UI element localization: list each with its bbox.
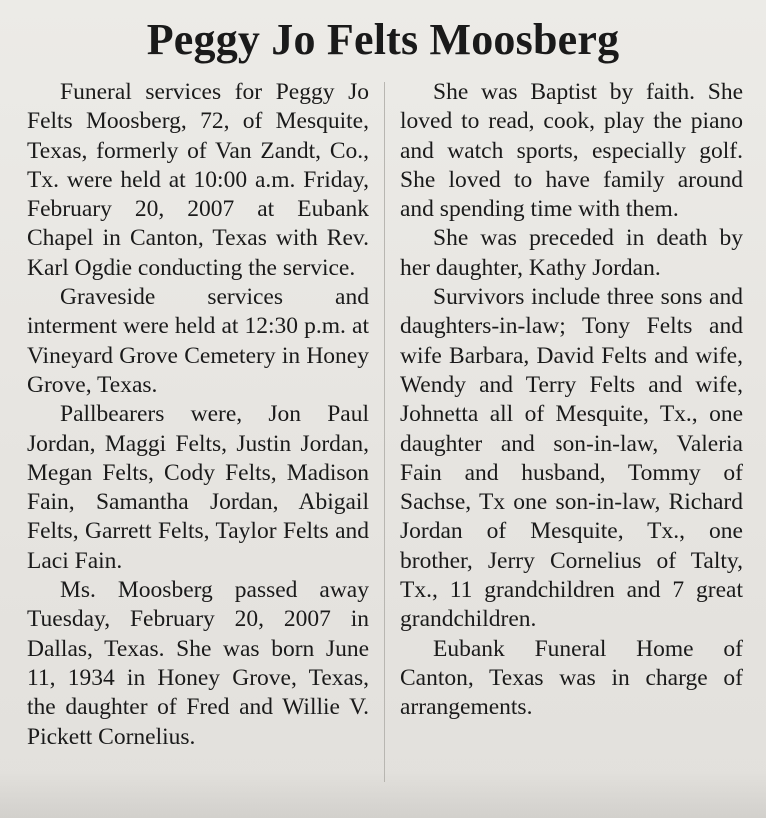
- column-divider: [384, 82, 385, 782]
- paragraph-graveside-services: Graveside services and interment were held at 12:30 p.m. at Vineyard Grove Cemetery in Honey Grove, Texas.: [27, 284, 369, 398]
- paper-edge-shadow: [0, 770, 766, 818]
- paragraph-preceded-in-death: She was preceded in death by her daughter, Kathy Jordan.: [400, 225, 743, 281]
- left-column: [27, 78, 369, 752]
- paragraph-faith-and-interests: She was Baptist by faith. She loved to read, cook, play the piano and watch sports, especially golf. She loved to have family around and spending time with them.: [400, 79, 743, 223]
- paragraph-passing-and-birth: Ms. Moosberg passed away Tuesday, February 20, 2007 in Dallas, Texas. She was born June 11, 1934 in Honey Grove, Texas, the daughter of Fred and Willie V. Pickett Cornelius.: [27, 577, 369, 750]
- paragraph-arrangements: Eubank Funeral Home of Canton, Texas was in charge of arrangements.: [400, 635, 743, 721]
- headline: Peggy Jo Felts Moosberg: [146, 15, 620, 64]
- paragraph-pallbearers: Pallbearers were, Jon Paul Jordan, Maggi Felts, Justin Jordan, Megan Felts, Cody Felts, Madison Fain, Samantha Jordan, Abigail Felts, Garrett Felts, Taylor Felts and Laci Fain.: [27, 401, 369, 574]
- right-column: [400, 78, 743, 723]
- paragraph-survivors: Survivors include three sons and daughters-in-law; Tony Felts and wife Barbara, David Felts and wife, Wendy and Terry Felts and wife, Johnetta all of Mesquite, Tx., one daughter and son-in-law, Valeria Fain and husband, Tommy of Sachse, Tx one son-in-law, Richard Jordan of Mesquite, Tx., one brother, Jerry Cornelius of Talty, Tx., 11 grandchildren and 7 great grandchildren.: [400, 284, 743, 633]
- paragraph-funeral-services: Funeral services for Peggy Jo Felts Moosberg, 72, of Mesquite, Texas, formerly of Van Zandt, Co., Tx. were held at 10:00 a.m. Friday, February 20, 2007 at Eubank Chapel in Canton, Texas with Rev. Karl Ogdie conducting the service.: [27, 79, 369, 281]
